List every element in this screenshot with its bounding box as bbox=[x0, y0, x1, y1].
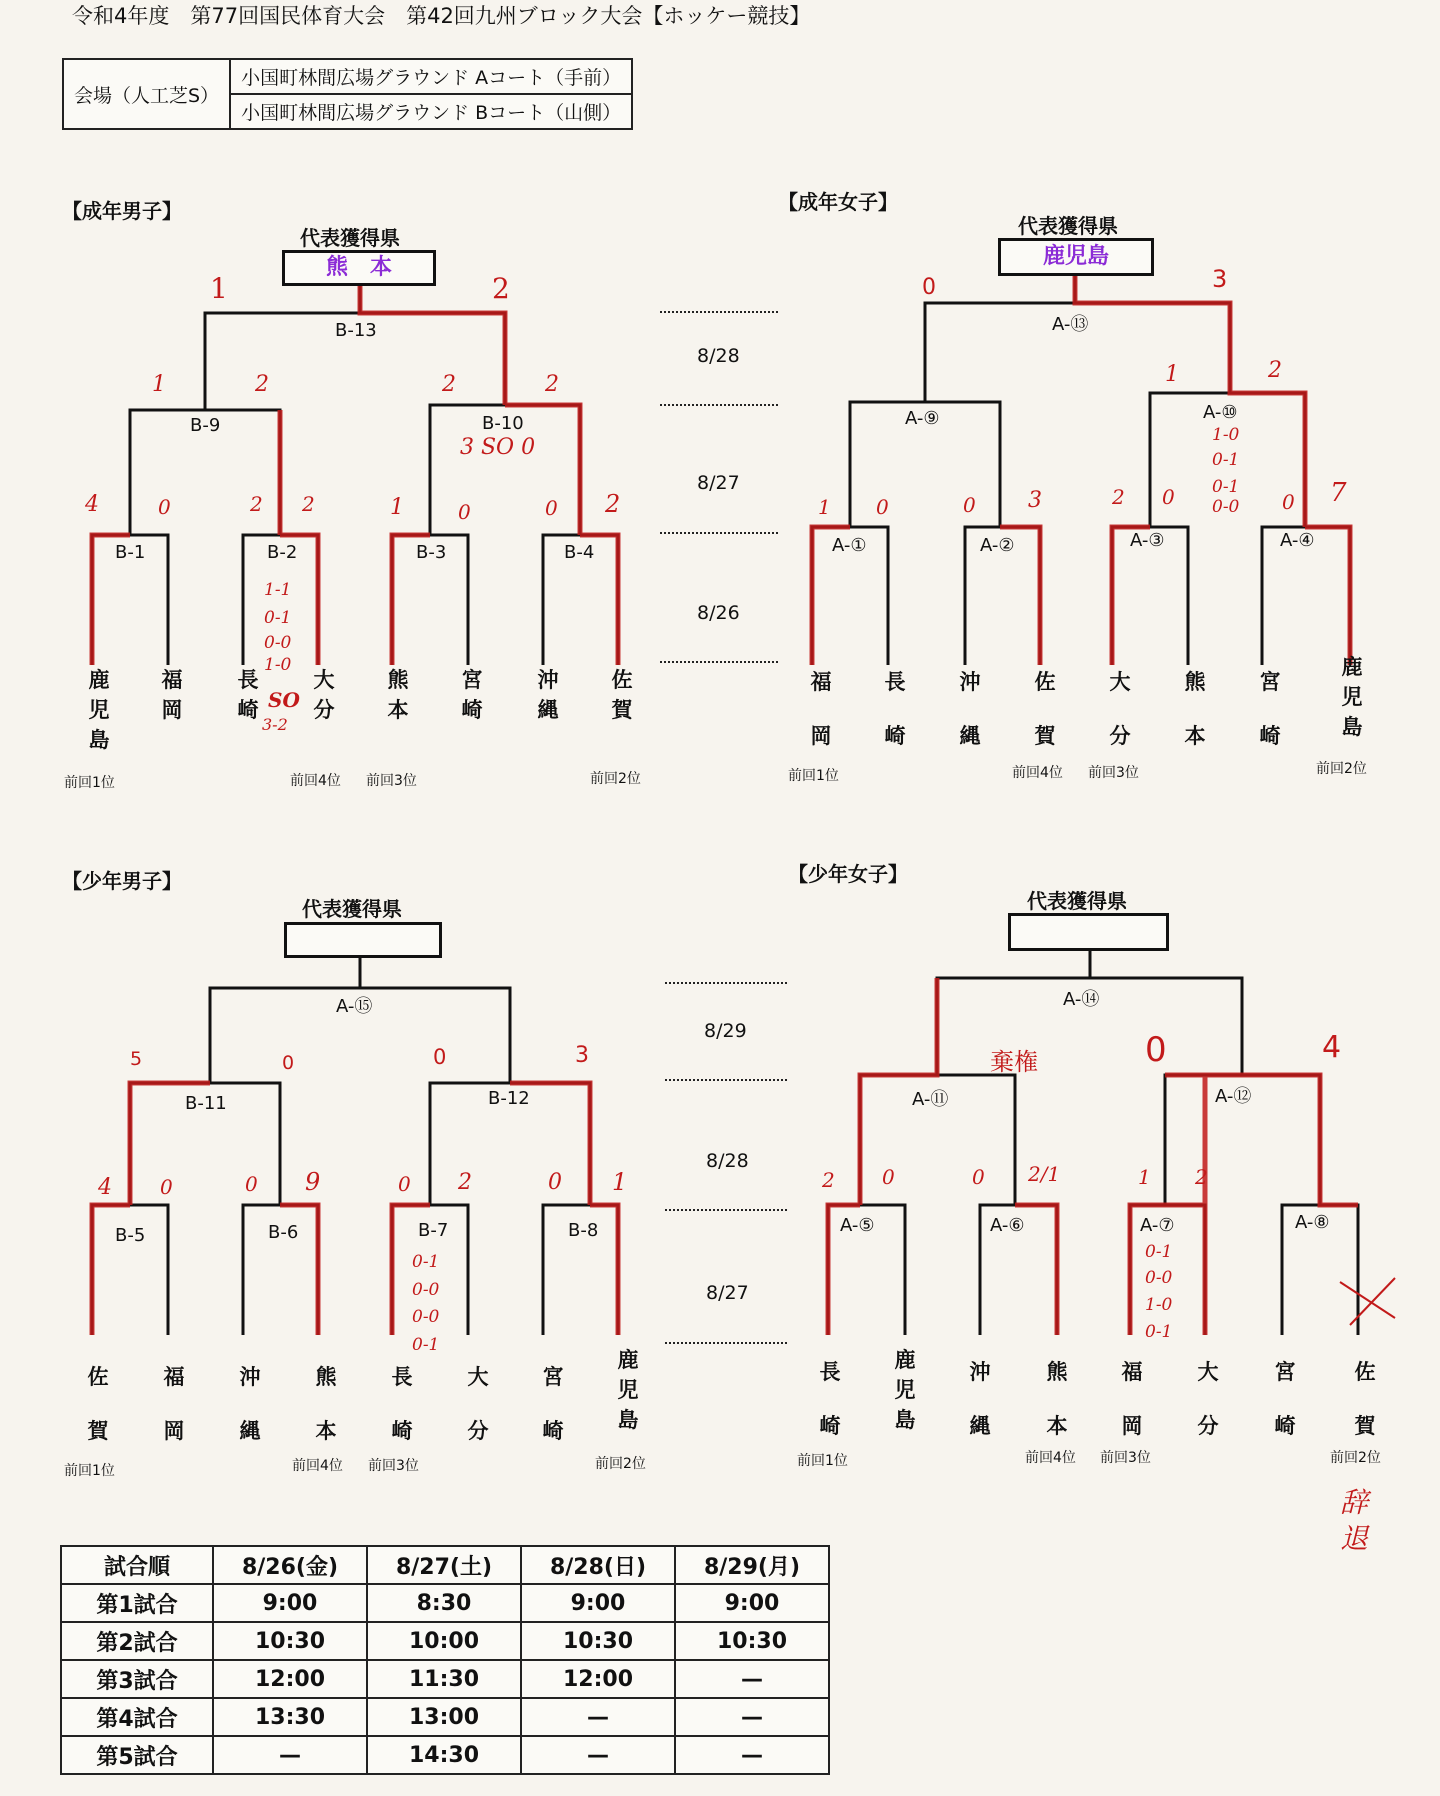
score: 1 bbox=[1138, 1165, 1151, 1189]
match-label: B-9 bbox=[190, 415, 221, 436]
previous-rank-note: 前回1位 bbox=[64, 1463, 115, 1479]
table-cell: 8:30 bbox=[367, 1584, 521, 1622]
youth-women-winner-path bbox=[828, 978, 1358, 1335]
team-name: 佐 賀 bbox=[611, 668, 633, 722]
table-cell: 第3試合 bbox=[61, 1660, 213, 1698]
score: 0 bbox=[972, 1165, 985, 1189]
score-detail: 0-1 bbox=[264, 608, 292, 628]
score-detail: 0-1 bbox=[412, 1252, 440, 1272]
score-detail: 1-0 bbox=[1212, 425, 1240, 445]
schedule-header: 8/29(月) bbox=[675, 1546, 829, 1584]
score: 3 SO 0 bbox=[460, 435, 536, 460]
team-name: 宮 崎 bbox=[542, 1365, 564, 1443]
previous-rank-note: 前回3位 bbox=[368, 1458, 419, 1474]
team-name: 佐 賀 bbox=[1034, 670, 1056, 748]
score: 0 bbox=[160, 1175, 173, 1199]
score-detail: 1-0 bbox=[1145, 1295, 1173, 1315]
team-name: 長 崎 bbox=[391, 1365, 413, 1443]
team-name: 福 岡 bbox=[163, 1365, 185, 1443]
score: 0 bbox=[963, 493, 976, 517]
date-dividers bbox=[660, 312, 788, 1343]
match-label: A-① bbox=[832, 535, 867, 556]
score: 1 bbox=[210, 272, 228, 305]
score: 4 bbox=[85, 492, 99, 517]
score-detail: 0-0 bbox=[1212, 497, 1240, 517]
match-label: A-⑫ bbox=[1215, 1086, 1252, 1107]
score-detail: 0-1 bbox=[1145, 1242, 1173, 1262]
adult-women-rep-label: 代表獲得県 bbox=[1018, 214, 1118, 238]
table-cell: 13:30 bbox=[213, 1698, 367, 1736]
score: 2 bbox=[1268, 358, 1282, 383]
date-label: 8/26 bbox=[697, 602, 740, 624]
match-label: A-⑨ bbox=[905, 408, 940, 429]
match-label: B-6 bbox=[268, 1222, 299, 1243]
score: 0 bbox=[882, 1165, 895, 1189]
previous-rank-note: 前回4位 bbox=[292, 1458, 343, 1474]
table-cell: 10:30 bbox=[675, 1622, 829, 1660]
table-cell: 9:00 bbox=[213, 1584, 367, 1622]
previous-rank-note: 前回2位 bbox=[1316, 761, 1367, 777]
score-detail: 0-1 bbox=[1145, 1322, 1173, 1342]
youth-men-winner-box bbox=[284, 922, 442, 958]
previous-rank-note: 前回1位 bbox=[797, 1453, 848, 1469]
previous-rank-note: 前回3位 bbox=[366, 773, 417, 789]
team-name: 鹿 児 島 bbox=[1341, 655, 1363, 739]
match-label: B-2 bbox=[267, 542, 298, 563]
match-label: A-⑮ bbox=[336, 996, 373, 1017]
team-name: 鹿 児 島 bbox=[88, 668, 110, 752]
score: 2 bbox=[250, 492, 263, 516]
schedule-header-row bbox=[61, 1546, 829, 1584]
score: 0 bbox=[458, 500, 471, 524]
team-name: 大 分 bbox=[1109, 670, 1131, 748]
adult-women-heading: 【成年女子】 bbox=[778, 190, 898, 214]
youth-men-heading: 【少年男子】 bbox=[62, 869, 182, 893]
match-label: A-⑭ bbox=[1063, 989, 1100, 1010]
score: 3 bbox=[1028, 488, 1042, 513]
table-cell: 10:30 bbox=[213, 1622, 367, 1660]
score: 0 bbox=[158, 495, 171, 519]
match-label: A-⑦ bbox=[1140, 1215, 1175, 1236]
table-cell: 第1試合 bbox=[61, 1584, 213, 1622]
score: 3 bbox=[1212, 265, 1228, 293]
score: 2 bbox=[255, 372, 269, 397]
adult-women-winner-box bbox=[998, 238, 1154, 276]
previous-rank-note: 前回2位 bbox=[590, 771, 641, 787]
table-cell: — bbox=[675, 1698, 829, 1736]
score: 2 bbox=[545, 372, 559, 397]
table-cell: 第4試合 bbox=[61, 1698, 213, 1736]
date-label: 8/29 bbox=[704, 1020, 747, 1042]
date-label: 8/28 bbox=[706, 1150, 749, 1172]
table-cell: — bbox=[521, 1736, 675, 1774]
score: 9 bbox=[305, 1168, 321, 1196]
score: 5 bbox=[130, 1048, 143, 1070]
match-label: A-⑥ bbox=[990, 1215, 1025, 1236]
team-name: 大 分 bbox=[467, 1365, 489, 1443]
table-row bbox=[61, 1736, 829, 1774]
team-name: 沖 縄 bbox=[537, 668, 559, 722]
match-label: B-13 bbox=[335, 320, 377, 341]
match-label: B-3 bbox=[416, 542, 447, 563]
score: 1 bbox=[152, 372, 166, 397]
team-name: 福 岡 bbox=[810, 670, 832, 748]
score: 0 bbox=[245, 1172, 258, 1196]
match-label: B-12 bbox=[488, 1088, 530, 1109]
score: 2 bbox=[1195, 1165, 1208, 1189]
match-label: A-② bbox=[980, 535, 1015, 556]
match-label: B-10 bbox=[482, 413, 524, 434]
previous-rank-note: 前回1位 bbox=[64, 775, 115, 791]
table-row bbox=[61, 1622, 829, 1660]
schedule-header: 8/26(金) bbox=[213, 1546, 367, 1584]
table-cell: 9:00 bbox=[675, 1584, 829, 1622]
match-label: B-5 bbox=[115, 1225, 146, 1246]
team-name: 沖 縄 bbox=[239, 1365, 261, 1443]
team-name: 鹿 児 島 bbox=[894, 1348, 916, 1432]
team-name: 宮 崎 bbox=[1259, 670, 1281, 748]
score-detail: 1-1 bbox=[264, 580, 292, 600]
team-name: 熊 本 bbox=[315, 1365, 337, 1443]
team-name: 福 岡 bbox=[1121, 1360, 1143, 1438]
score: 0 bbox=[1145, 1030, 1167, 1070]
score: 1 bbox=[390, 495, 404, 520]
team-name: 佐 賀 bbox=[87, 1365, 109, 1443]
withdraw-cross-mark bbox=[1340, 1278, 1395, 1325]
table-cell: — bbox=[213, 1736, 367, 1774]
score: 4 bbox=[1322, 1030, 1342, 1065]
team-name: 長 崎 bbox=[237, 668, 259, 722]
table-cell: 12:00 bbox=[521, 1660, 675, 1698]
team-name: 宮 崎 bbox=[1274, 1360, 1296, 1438]
score: 2 bbox=[442, 372, 456, 397]
table-cell: 第2試合 bbox=[61, 1622, 213, 1660]
team-name: 熊 本 bbox=[1184, 670, 1206, 748]
team-name: 宮 崎 bbox=[461, 668, 483, 722]
document-title: 令和4年度 第77回国民体育大会 第42回九州ブロック大会【ホッケー競技】 bbox=[72, 4, 811, 28]
table-cell: — bbox=[521, 1698, 675, 1736]
score: 1 bbox=[1165, 362, 1179, 387]
match-label: A-⑬ bbox=[1052, 314, 1089, 335]
table-row bbox=[61, 1584, 829, 1622]
score: 7 bbox=[1330, 478, 1347, 508]
youth-women-heading: 【少年女子】 bbox=[788, 862, 908, 886]
score: 2 bbox=[302, 492, 315, 516]
match-label: B-1 bbox=[115, 542, 146, 563]
table-cell: — bbox=[675, 1736, 829, 1774]
table-cell: 12:00 bbox=[213, 1660, 367, 1698]
match-label: B-8 bbox=[568, 1220, 599, 1241]
previous-rank-note: 前回1位 bbox=[788, 768, 839, 784]
match-label: A-⑪ bbox=[912, 1089, 949, 1110]
withdraw-handwritten-note: 辞退 bbox=[1340, 1486, 1369, 1555]
score: 1 bbox=[818, 495, 831, 519]
team-name: 熊 本 bbox=[387, 668, 409, 722]
team-name: 沖 縄 bbox=[959, 670, 981, 748]
score: 2 bbox=[492, 272, 510, 305]
youth-women-winner-box bbox=[1008, 913, 1169, 951]
venue-label: 会場（人工芝S） bbox=[63, 59, 230, 129]
score: 2 bbox=[1112, 485, 1125, 509]
match-label: B-4 bbox=[564, 542, 595, 563]
match-label: A-⑧ bbox=[1295, 1212, 1330, 1233]
schedule-table bbox=[60, 1545, 830, 1775]
adult-men-rep-label: 代表獲得県 bbox=[300, 226, 400, 250]
match-label: B-11 bbox=[185, 1093, 227, 1114]
adult-men-winner: 熊 本 bbox=[325, 255, 392, 280]
adult-women-winner: 鹿児島 bbox=[1042, 244, 1109, 269]
score-detail: 0-1 bbox=[412, 1335, 440, 1355]
score-detail: 0-1 bbox=[1212, 450, 1240, 470]
score-detail: 0-0 bbox=[1145, 1268, 1173, 1288]
previous-rank-note: 前回2位 bbox=[595, 1456, 646, 1472]
score: 0 bbox=[433, 1045, 447, 1069]
table-cell: 13:00 bbox=[367, 1698, 521, 1736]
table-cell: 10:00 bbox=[367, 1622, 521, 1660]
team-name: 福 岡 bbox=[161, 668, 183, 722]
previous-rank-note: 前回4位 bbox=[290, 773, 341, 789]
team-name: 佐 賀 bbox=[1354, 1360, 1376, 1438]
table-cell: — bbox=[675, 1660, 829, 1698]
score: 0 bbox=[1162, 485, 1175, 509]
table-cell: 9:00 bbox=[521, 1584, 675, 1622]
team-name: 鹿 児 島 bbox=[617, 1348, 639, 1432]
score-detail: SO bbox=[268, 688, 300, 712]
score: 1 bbox=[612, 1168, 628, 1196]
score: 2 bbox=[458, 1170, 472, 1195]
date-label: 8/27 bbox=[706, 1282, 749, 1304]
score-detail: 0-0 bbox=[412, 1280, 440, 1300]
score: 0 bbox=[545, 496, 558, 520]
youth-men-rep-label: 代表獲得県 bbox=[302, 897, 402, 921]
table-cell: 11:30 bbox=[367, 1660, 521, 1698]
table-row bbox=[61, 1660, 829, 1698]
venue-court-a: 小国町林間広場グラウンド Aコート（手前） bbox=[230, 59, 632, 94]
score-detail: 0-0 bbox=[264, 633, 292, 653]
schedule-header: 8/27(土) bbox=[367, 1546, 521, 1584]
match-label: A-④ bbox=[1280, 530, 1315, 551]
previous-rank-note: 前回4位 bbox=[1012, 765, 1063, 781]
score: 2/1 bbox=[1028, 1162, 1061, 1186]
match-label: A-③ bbox=[1130, 530, 1165, 551]
team-name: 大 分 bbox=[313, 668, 335, 722]
team-name: 大 分 bbox=[1197, 1360, 1219, 1438]
score-detail: 1-0 bbox=[264, 655, 292, 675]
score: 0 bbox=[398, 1172, 411, 1196]
previous-rank-note: 前回2位 bbox=[1330, 1450, 1381, 1466]
date-label: 8/28 bbox=[697, 345, 740, 367]
team-name: 熊 本 bbox=[1046, 1360, 1068, 1438]
score-detail: 0-0 bbox=[412, 1307, 440, 1327]
match-label: A-⑤ bbox=[840, 1215, 875, 1236]
score-detail: 3-2 bbox=[262, 715, 288, 734]
adult-men-winner-box bbox=[282, 250, 436, 286]
score: 0 bbox=[548, 1170, 562, 1195]
previous-rank-note: 前回4位 bbox=[1025, 1450, 1076, 1466]
table-cell: 第5試合 bbox=[61, 1736, 213, 1774]
score: 0 bbox=[876, 495, 889, 519]
score: 4 bbox=[98, 1175, 112, 1200]
venue-court-b: 小国町林間広場グラウンド Bコート（山側） bbox=[230, 94, 632, 129]
previous-rank-note: 前回3位 bbox=[1100, 1450, 1151, 1466]
table-cell: 10:30 bbox=[521, 1622, 675, 1660]
score: 0 bbox=[922, 275, 936, 300]
forfeit-note: 棄権 bbox=[990, 1048, 1038, 1076]
score: 2 bbox=[605, 490, 621, 518]
team-name: 沖 縄 bbox=[969, 1360, 991, 1438]
youth-women-rep-label: 代表獲得県 bbox=[1027, 889, 1127, 913]
score: 0 bbox=[1282, 490, 1295, 514]
schedule-header: 8/28(日) bbox=[521, 1546, 675, 1584]
team-name: 長 崎 bbox=[819, 1360, 841, 1438]
match-label: A-⑩ bbox=[1203, 402, 1238, 423]
adult-men-heading: 【成年男子】 bbox=[62, 199, 182, 223]
table-row bbox=[61, 1698, 829, 1736]
previous-rank-note: 前回3位 bbox=[1088, 765, 1139, 781]
table-cell: 14:30 bbox=[367, 1736, 521, 1774]
match-label: B-7 bbox=[418, 1220, 449, 1241]
score: 2 bbox=[822, 1168, 835, 1192]
team-name: 長 崎 bbox=[884, 670, 906, 748]
schedule-header: 試合順 bbox=[61, 1546, 213, 1584]
score: 3 bbox=[575, 1043, 589, 1068]
score-detail: 0-1 bbox=[1212, 477, 1240, 497]
score: 0 bbox=[282, 1052, 295, 1074]
date-label: 8/27 bbox=[697, 472, 740, 494]
youth-men-winner-path bbox=[92, 1083, 618, 1335]
